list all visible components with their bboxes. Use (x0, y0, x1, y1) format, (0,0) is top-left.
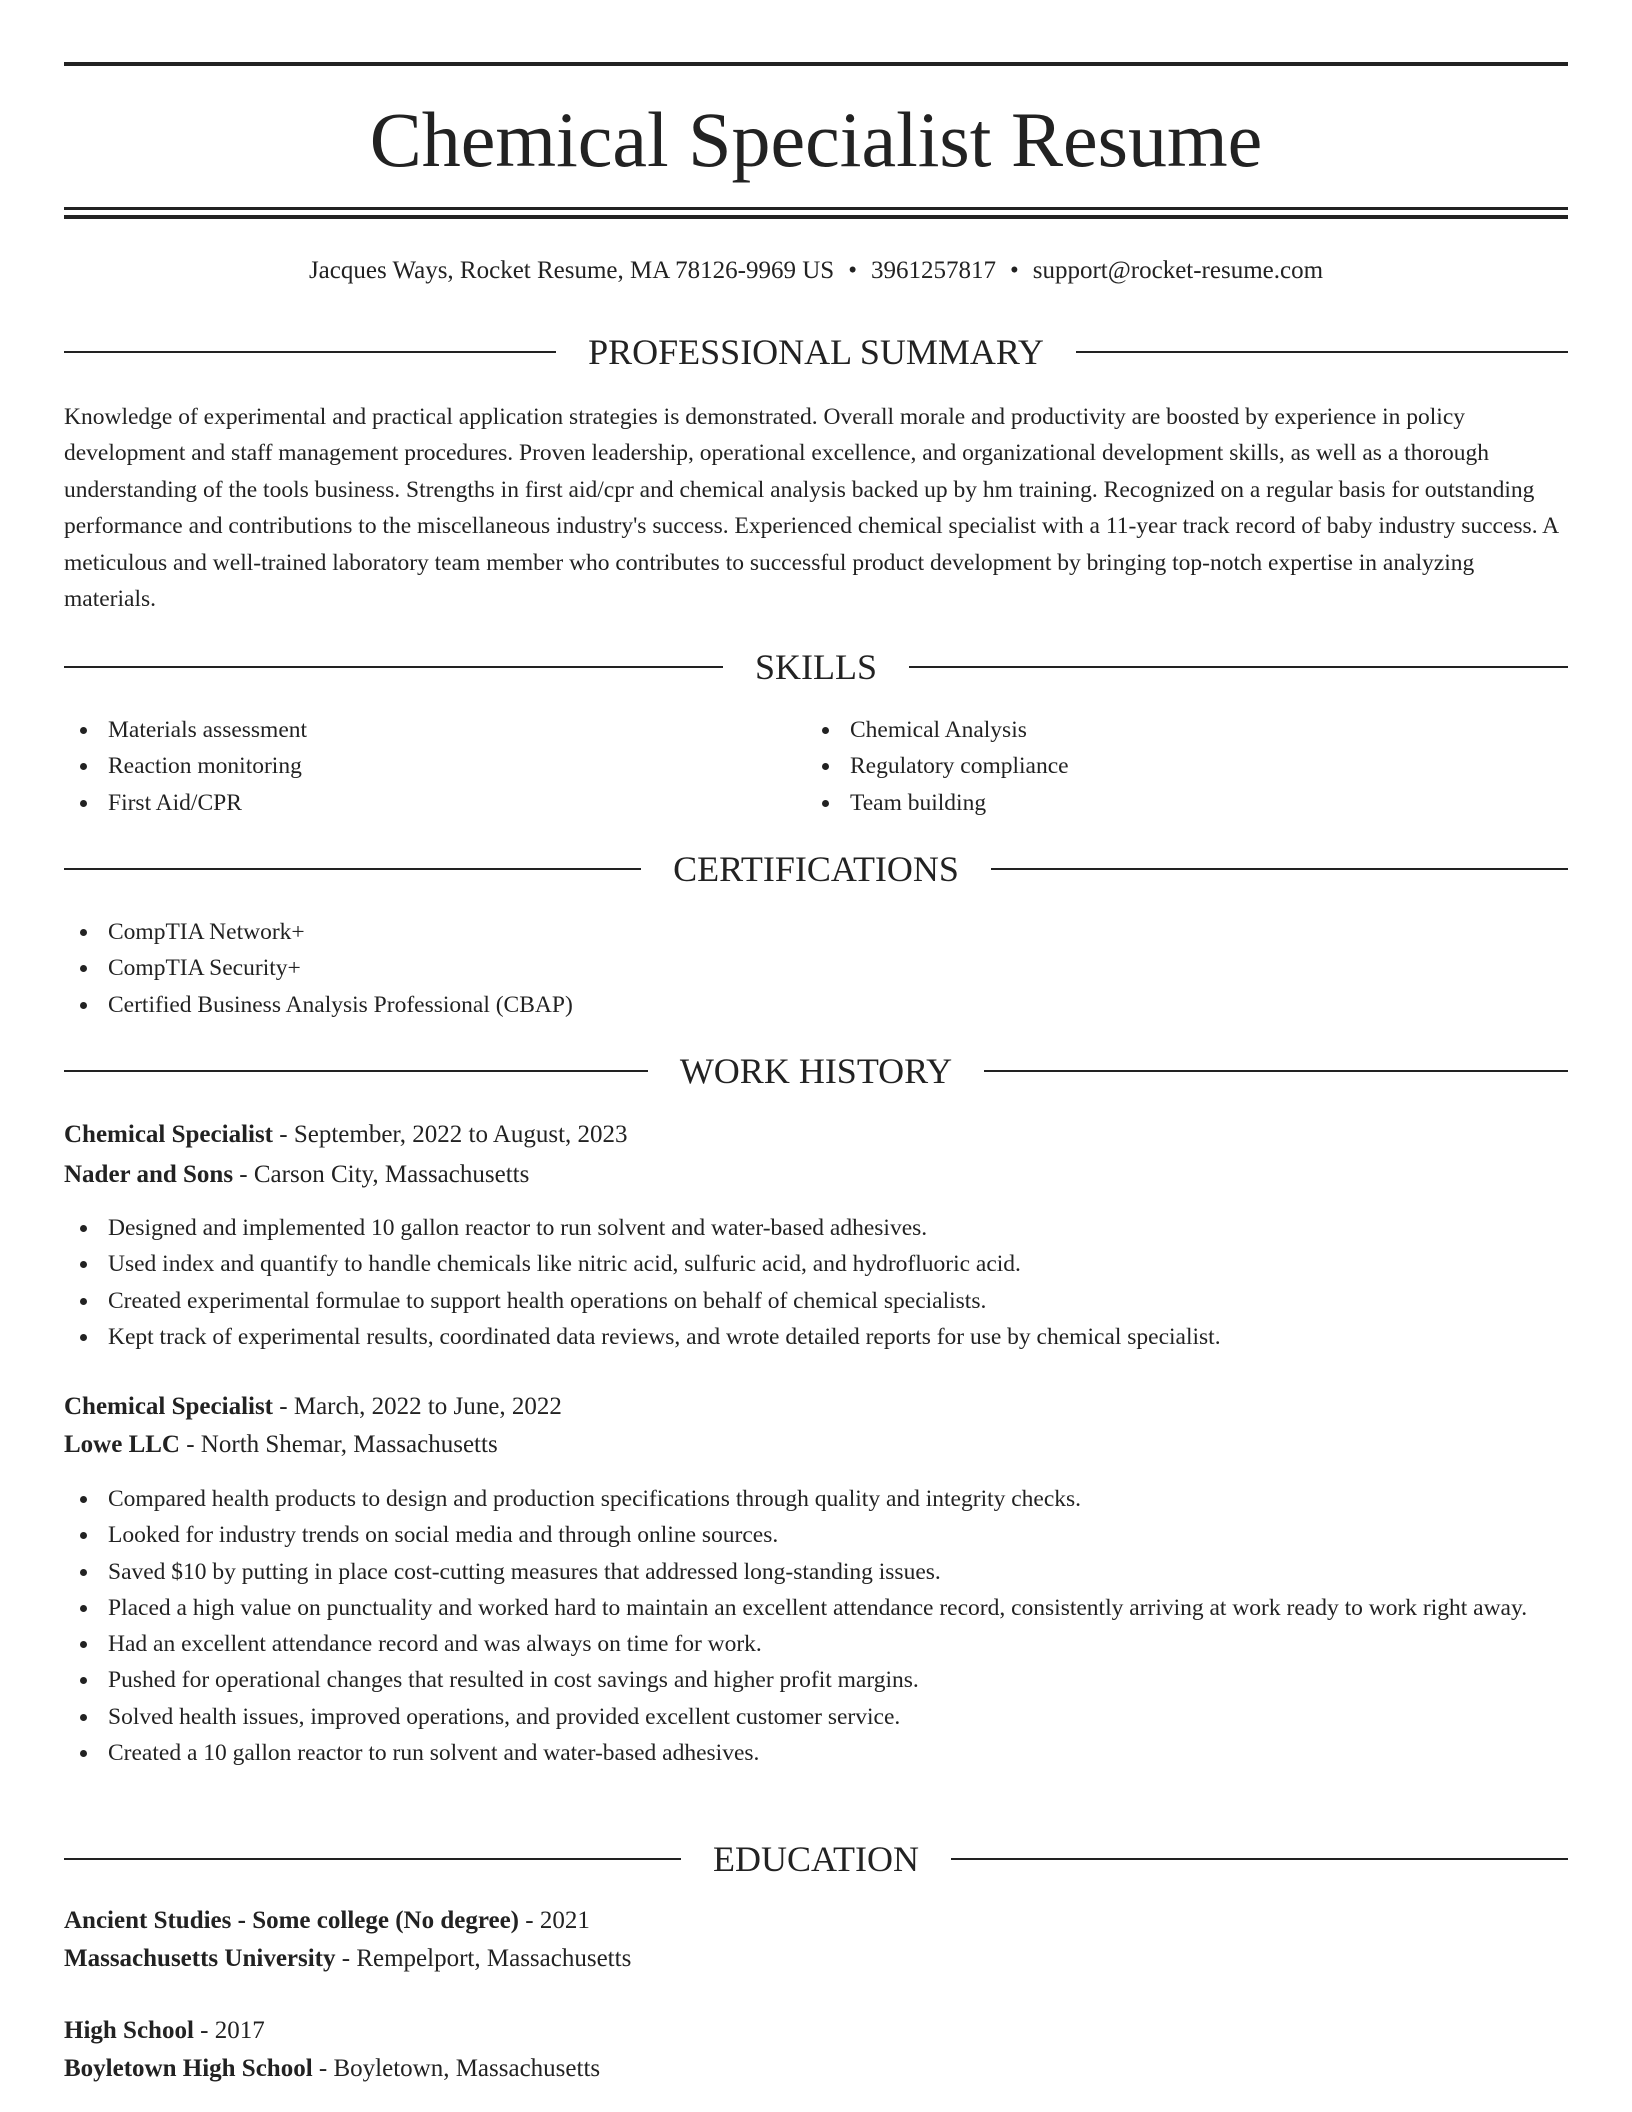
divider-line (64, 666, 723, 668)
divider-line (951, 1858, 1568, 1860)
job-dates: - March, 2022 to June, 2022 (273, 1393, 562, 1420)
divider-line (64, 868, 641, 870)
section-header-skills (64, 644, 1568, 690)
job-bullet: Saved $10 by putting in place cost-cutting measures that addressed long-standing issues. (64, 1554, 1568, 1590)
job-bullet: Had an excellent attendance record and was always on time for work. (64, 1626, 1568, 1662)
header-bottom-rule-1 (64, 207, 1568, 210)
job-company: Nader and Sons (64, 1161, 234, 1188)
skills-list-left (64, 712, 764, 821)
contact-separator: • (1009, 257, 1019, 284)
certifications-list (64, 914, 1568, 1023)
education-degree-line (64, 1903, 1568, 1939)
education-year: - 2021 (519, 1907, 590, 1934)
section-header-education (64, 1836, 1568, 1882)
contact-address: Jacques Ways, Rocket Resume, MA 78126-9969 US (308, 257, 835, 284)
resume-title: Chemical Specialist Resume (369, 96, 1263, 183)
section-header-summary (64, 329, 1568, 375)
job-title: Chemical Specialist (64, 1393, 274, 1420)
skills-list-right (806, 712, 1506, 821)
certification-item: CompTIA Security+ (64, 950, 1568, 986)
section-title-education: EDUCATION (713, 1839, 919, 1879)
job-company: Lowe LLC (64, 1431, 180, 1458)
education-school-line (64, 1941, 1568, 1977)
job-bullet: Pushed for operational changes that resulted in cost savings and higher profit margins. (64, 1662, 1568, 1698)
job-bullet: Created a 10 gallon reactor to run solvent and water-based adhesives. (64, 1735, 1568, 1771)
certification-item: CompTIA Network+ (64, 914, 1568, 950)
divider-line (984, 1070, 1568, 1072)
skill-item: Team building (806, 785, 1506, 821)
section-title-work-history: WORK HISTORY (679, 1051, 953, 1091)
job-bullet: Kept track of experimental results, coordinated data reviews, and wrote detailed reports for use by chemical specialist. (64, 1319, 1568, 1355)
divider-line (909, 666, 1568, 668)
job-bullet: Designed and implemented 10 gallon reactor to run solvent and water-based adhesives. (64, 1210, 1568, 1246)
divider-line (991, 868, 1568, 870)
skill-item: Reaction monitoring (64, 748, 764, 784)
section-header-work-history (64, 1048, 1568, 1094)
header-top-rule (64, 62, 1568, 66)
header-bottom-rule-2 (64, 215, 1568, 219)
job-dates: - September, 2022 to August, 2023 (273, 1121, 628, 1148)
education-school: Boyletown High School (64, 2055, 313, 2082)
certification-item: Certified Business Analysis Professional (CBAP) (64, 987, 1568, 1023)
education-location: - Boyletown, Massachusetts (312, 2055, 601, 2082)
job-bullet: Looked for industry trends on social media and through online sources. (64, 1517, 1568, 1553)
job-title: Chemical Specialist (64, 1121, 274, 1148)
section-title-certifications: CERTIFICATIONS (673, 849, 959, 889)
divider-line (64, 1070, 648, 1072)
divider-line (1076, 351, 1568, 353)
education-degree: Ancient Studies - Some college (No degree) (64, 1907, 520, 1934)
section-title-skills: SKILLS (755, 647, 878, 687)
divider-line (64, 351, 556, 353)
job-bullets (64, 1210, 1568, 1355)
skill-item: Regulatory compliance (806, 748, 1506, 784)
contact-phone: 3961257817 (870, 257, 996, 284)
job-bullet: Placed a high value on punctuality and worked hard to maintain an excellent attendance record, consistently arriving at work ready to work right away. (64, 1590, 1568, 1626)
education-school-line (64, 2051, 1568, 2087)
section-header-certifications (64, 846, 1568, 892)
job-location: - North Shemar, Massachusetts (179, 1431, 498, 1458)
job-bullet: Solved health issues, improved operations, and provided excellent customer service. (64, 1699, 1568, 1735)
education-school: Massachusetts University (64, 1945, 336, 1972)
job-title-line (64, 1389, 1568, 1425)
contact-line (64, 254, 1568, 288)
job-bullets (64, 1481, 1568, 1771)
education-degree: High School (64, 2017, 194, 2044)
job-location: - Carson City, Massachusetts (233, 1161, 530, 1188)
summary-text: Knowledge of experimental and practical application strategies is demonstrated. Overall morale and productivity are boosted by experience in policy development and staff management procedures. Proven leadership, operational excellence, and organizational development skills, as well as a thorough understanding of the tools business. Strengths in first aid/cpr and chemical analysis backed up by hm training. Recognized on a regular basis for outstanding performance and contributions to the miscellaneous industry's success. Experienced chemical specialist with a 11-year track record of baby industry success. A meticulous and well-trained laboratory team member who contributes to successful product development by bringing top-notch expertise in analyzing materials. (64, 404, 1558, 613)
job-bullet: Used index and quantify to handle chemicals like nitric acid, sulfuric acid, and hydrofluoric acid. (64, 1246, 1568, 1282)
job-title-line (64, 1117, 1568, 1153)
contact-email: support@rocket-resume.com (1032, 257, 1324, 284)
skill-item: Materials assessment (64, 712, 764, 748)
education-year: - 2017 (193, 2017, 265, 2044)
section-title-summary: PROFESSIONAL SUMMARY (588, 332, 1044, 372)
job-company-line (64, 1427, 1568, 1463)
skill-item: Chemical Analysis (806, 712, 1506, 748)
education-location: - Rempelport, Massachusetts (335, 1945, 632, 1972)
job-bullet: Compared health products to design and production specifications through quality and integrity checks. (64, 1481, 1568, 1517)
job-company-line (64, 1157, 1568, 1193)
contact-separator: • (848, 257, 857, 284)
divider-line (64, 1858, 681, 1860)
job-bullet: Created experimental formulae to support health operations on behalf of chemical specialists. (64, 1283, 1568, 1319)
education-degree-line (64, 2013, 1568, 2049)
skill-item: First Aid/CPR (64, 785, 764, 821)
